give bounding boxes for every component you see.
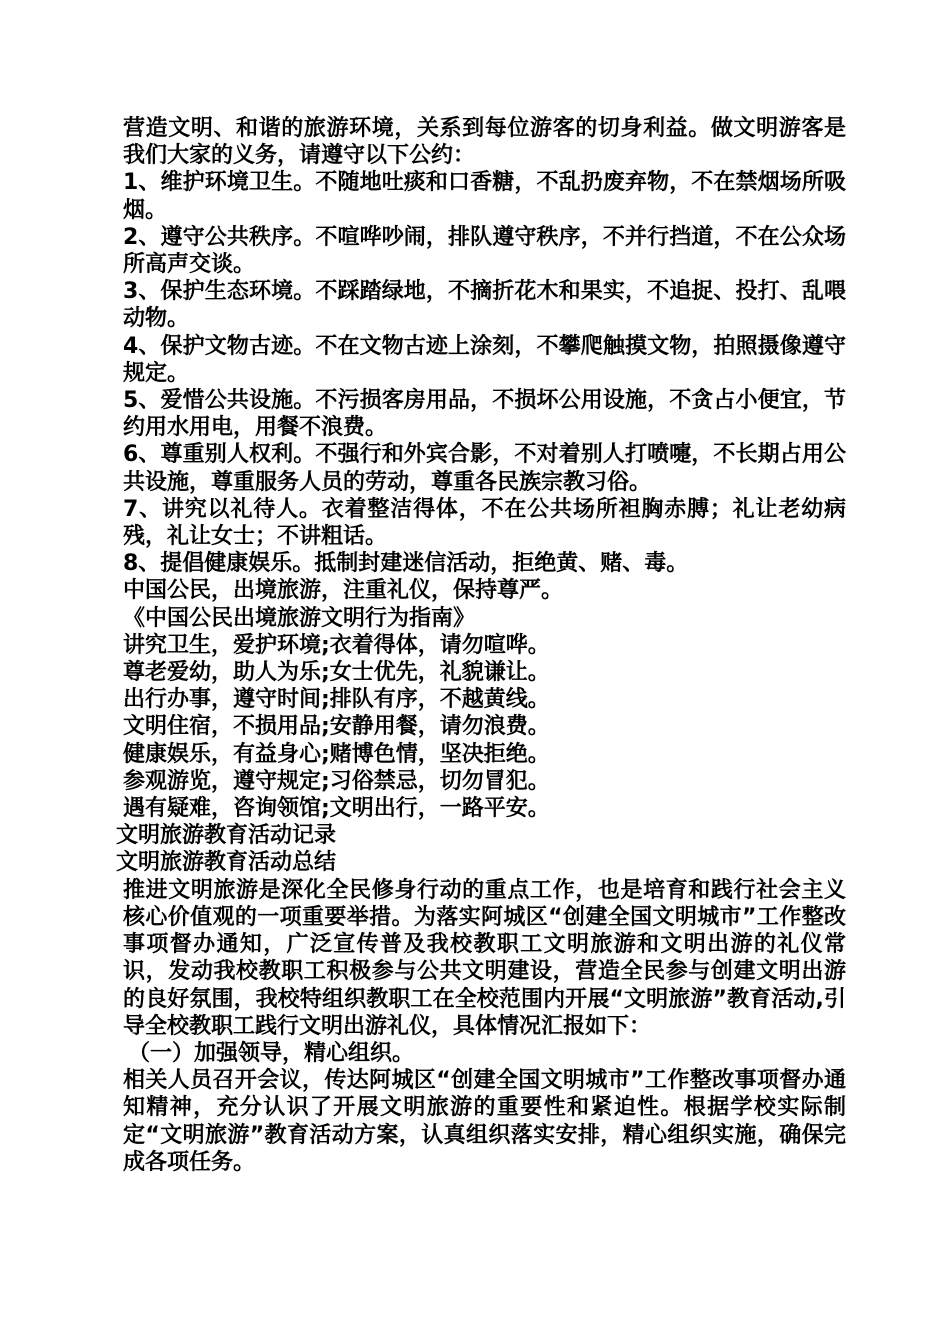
convention-item-8: 8、提倡健康娱乐。抵制封建迷信活动，拒绝黄、赌、毒。 [123, 551, 689, 577]
guide-line-4: 文明住宿，不损用品;安静用餐，请勿浪费。 [123, 714, 550, 740]
heading-activity-record: 文明旅游教育活动记录 [116, 823, 337, 849]
convention-item-4: 4、保护文物古迹。不在文物古迹上涂刻，不攀爬触摸文物，拍照摄像遵守规定。 [123, 333, 846, 386]
section-1-heading: （一）加强领导，精心组织。 [128, 1040, 415, 1066]
convention-item-3: 3、保护生态环境。不踩踏绿地，不摘折花木和果实，不追捉、投打、乱喂动物。 [123, 279, 846, 332]
guide-line-1: 讲究卫生，爱护环境;衣着得体，请勿喧哗。 [123, 632, 550, 658]
summary-paragraph: 推进文明旅游是深化全民修身行动的重点工作，也是培育和践行社会主义核心价值观的一项重要举措。为落实阿城区“创建全国文明城市”工作整改事项督办通知，广泛宣传普及我校教职工文明旅游和文明出游的礼仪常识，发动我校教职工积极参与公共文明建设，营造全民参与创建文明出游的良好氛围，我校特组织教职工在全校范围内开展“文明旅游”教育活动,引导全校教职工践行文明出游礼仪，具体情况汇报如下： [123, 877, 846, 1039]
section-1-paragraph: 相关人员召开会议，传达阿城区“创建全国文明城市”工作整改事项督办通知精神，充分认识了开展文明旅游的重要性和紧迫性。根据学校实际制定“文明旅游”教育活动方案，认真组织落实安排，精心组织实施，确保完成各项任务。 [123, 1068, 846, 1175]
guide-line-5: 健康娱乐，有益身心;赌博色情，坚决拒绝。 [123, 741, 550, 767]
convention-item-2: 2、遵守公共秩序。不喧哗吵闹，排队遵守秩序，不并行挡道，不在公众场所高声交谈。 [123, 224, 846, 278]
guide-line-7: 遇有疑难，咨询领馆;文明出行，一路平安。 [123, 796, 550, 822]
guide-line-2: 尊老爱幼，助人为乐;女士优先，礼貌谦让。 [123, 660, 550, 686]
convention-item-7: 7、讲究以礼待人。衣着整洁得体，不在公共场所袒胸赤膊；礼让老幼病残，礼让女士；不讲粗话。 [123, 496, 846, 550]
slogan-line: 中国公民，出境旅游，注重礼仪，保持尊严。 [123, 578, 564, 604]
guide-line-6: 参观游览，遵守规定;习俗禁忌，切勿冒犯。 [123, 768, 550, 794]
guide-line-3: 出行办事，遵守时间;排队有序，不越黄线。 [123, 687, 550, 713]
convention-item-6: 6、尊重别人权利。不强行和外宾合影，不对着别人打喷嚏，不长期占用公共设施，尊重服务人员的劳动，尊重各民族宗教习俗。 [123, 442, 846, 495]
guide-title: 《中国公民出境旅游文明行为指南》 [123, 605, 476, 631]
convention-item-1: 1、维护环境卫生。不随地吐痰和口香糖，不乱扔废弃物，不在禁烟场所吸烟。 [123, 170, 846, 223]
heading-activity-summary: 文明旅游教育活动总结 [116, 850, 337, 876]
convention-item-5: 5、爱惜公共设施。不污损客房用品，不损坏公用设施，不贪占小便宜，节约用水用电，用餐不浪费。 [123, 388, 846, 441]
document-body [116, 115, 846, 1176]
intro-paragraph: 营造文明、和谐的旅游环境，关系到每位游客的切身利益。做文明游客是我们大家的义务，请遵守以下公约： [123, 116, 846, 169]
